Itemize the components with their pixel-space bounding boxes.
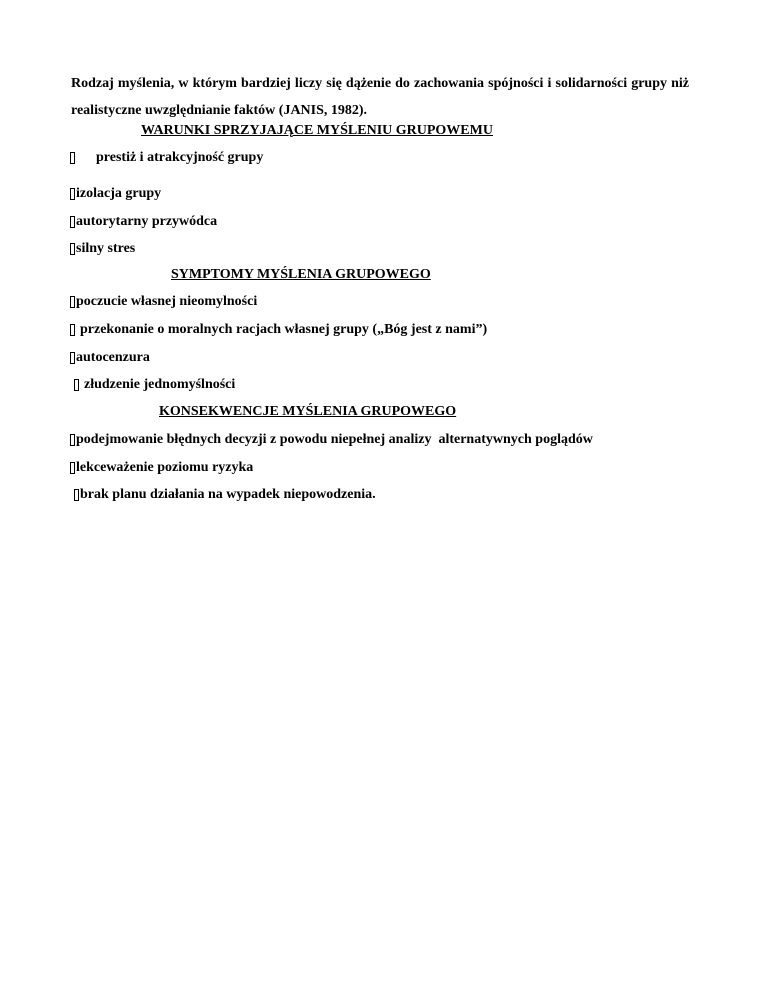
bullet-icon [74, 379, 79, 391]
intro-paragraph: Rodzaj myślenia, w którym bardziej liczy się dążenie do zachowania spójności i solidarności grupy niż realistyczne uwzględnianie faktów (JANIS, 1982). [71, 76, 689, 118]
list-item [70, 240, 135, 258]
list-item-text: brak planu działania na wypadek niepowodzenia. [80, 487, 376, 502]
bullet-icon [70, 243, 75, 255]
list-item [70, 321, 487, 339]
bullet-icon [74, 489, 79, 501]
bullet-icon [70, 462, 75, 474]
list-item [70, 149, 263, 167]
section-heading-conditions: WARUNKI SPRZYJAJĄCE MYŚLENIU GRUPOWEMU [141, 123, 493, 138]
list-item-text: złudzenie jednomyślności [84, 377, 236, 392]
bullet-icon [70, 216, 75, 228]
bullet-icon [70, 152, 75, 164]
bullet-icon [70, 296, 75, 308]
list-item-text: izolacja grupy [76, 186, 162, 201]
list-item [70, 431, 593, 449]
list-item-text: podejmowanie błędnych decyzji z powodu niepełnej analizy alternatywnych poglądów [76, 432, 593, 447]
list-item-text: lekceważenie poziomu ryzyka [76, 460, 254, 475]
list-item-text: silny stres [76, 241, 136, 256]
list-item [70, 293, 257, 311]
list-item [70, 349, 150, 367]
list-item [70, 213, 217, 231]
list-item [70, 185, 161, 203]
list-item-text: przekonanie o moralnych racjach własnej grupy („Bóg jest z nami”) [80, 322, 488, 337]
bullet-icon [70, 188, 75, 200]
bullet-icon [70, 352, 75, 364]
list-item-text: prestiż i atrakcyjność grupy [96, 150, 264, 165]
bullet-icon [70, 434, 75, 446]
section-heading-consequences: KONSEKWENCJE MYŚLENIA GRUPOWEGO [159, 404, 457, 419]
bullet-icon [70, 324, 75, 336]
list-item [74, 486, 376, 504]
list-item-text: autocenzura [76, 350, 150, 365]
list-item-text: poczucie własnej nieomylności [76, 294, 258, 309]
list-item-text: autorytarny przywódca [76, 214, 218, 229]
list-item [74, 376, 235, 394]
section-heading-symptoms: SYMPTOMY MYŚLENIA GRUPOWEGO [171, 267, 431, 282]
list-item [70, 459, 253, 477]
